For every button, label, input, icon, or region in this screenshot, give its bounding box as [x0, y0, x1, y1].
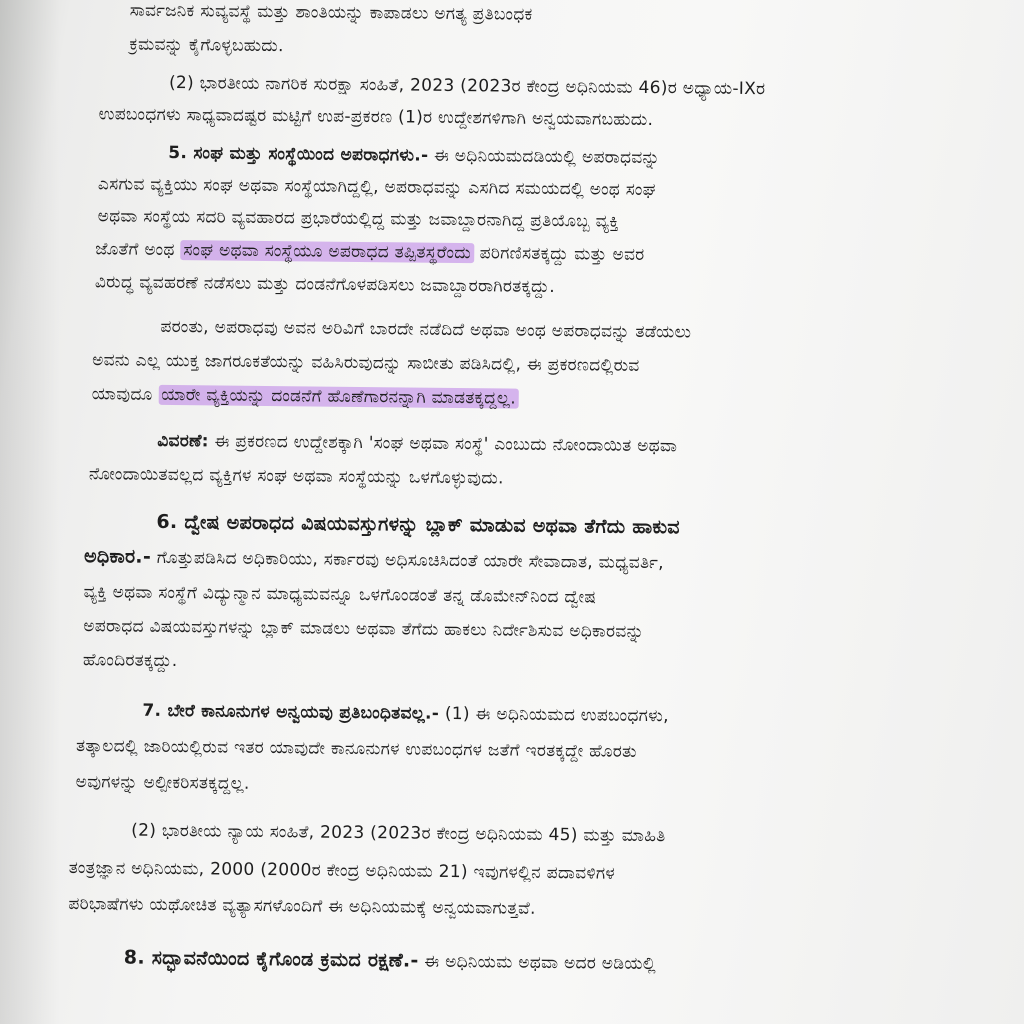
text-line: ಅಥವಾ ಸಂಸ್ಥೆಯ ಸದರಿ ವ್ಯವಹಾರದ ಪ್ರಭಾರೆಯಲ್ಲಿದ್ದ ಮತ್ತು ಜವಾಬ್ದಾರನಾಗಿದ್ದ ಪ್ರತಿಯೊಬ್ಬ ವ್ಯಕ್ತಿ	[97, 206, 620, 232]
text-line: ಪರಂತು, ಅಪರಾಧವು ಅವನ ಅರಿವಿಗೆ ಬಾರದೇ ನಡೆದಿದೆ ಅಥವಾ ಅಂಥ ಅಪರಾಧವನ್ನು ತಡೆಯಲು	[160, 316, 692, 343]
text-line: ಅಪರಾಧದ ವಿಷಯವಸ್ತುಗಳನ್ನು ಬ್ಲಾಕ್ ಮಾಡಲು ಅಥವಾ ತೆಗೆದು ಹಾಕಲು ನಿರ್ದೇಶಿಸುವ ಅಧಿಕಾರವನ್ನು	[83, 616, 645, 642]
text-line: ವ್ಯಕ್ತಿ ಅಥವಾ ಸಂಸ್ಥೆಗೆ ವಿದ್ಯುನ್ಮಾನ ಮಾಧ್ಯಮವನ್ನೂ ಒಳಗೊಂಡಂತೆ ತನ್ನ ಡೊಮೇನ್‌ನಿಂದ ದ್ವೇಷ	[83, 582, 597, 608]
section-8-heading-line: 8. ಸದ್ಭಾವನೆಯಿಂದ ಕೈಗೊಂಡ ಕ್ರಮದ ರಕ್ಷಣೆ.- ಈ ಅಧಿನಿಯಮ ಅಥವಾ ಅದರ ಅಡಿಯಲ್ಲಿ	[123, 946, 657, 975]
text-line: ಉಪಬಂಧಗಳು ಸಾಧ್ಯವಾದಷ್ಟರ ಮಟ್ಟಿಗೆ ಉಪ-ಪ್ರಕರಣ (1)ರ ಉದ್ದೇಶಗಳಿಗಾಗಿ ಅನ್ವಯವಾಗಬಹುದು.	[98, 104, 654, 131]
text-line: ಎಸಗುವ ವ್ಯಕ್ತಿಯು ಸಂಘ ಅಥವಾ ಸಂಸ್ಥೆಯಾಗಿದ್ದಲ್ಲಿ, ಅಪರಾಧವನ್ನು ಎಸಗಿದ ಸಮಯದಲ್ಲಿ ಅಂಥ ಸಂಘ	[97, 174, 656, 201]
text-line: ಪರಿಭಾಷೆಗಳು ಯಥೋಚಿತ ವ್ಯತ್ಯಾಸಗಳೊಂದಿಗೆ ಈ ಅಧಿನಿಯಮಕ್ಕೆ ಅನ್ವಯವಾಗುತ್ತವೆ.	[68, 893, 536, 919]
highlighted-text: ಯಾರೇ ವ್ಯಕ್ತಿಯನ್ನು ದಂಡನೆಗೆ ಹೊಣೆಗಾರನನ್ನಾಗಿ ಮಾಡತಕ್ಕದ್ದಲ್ಲ.	[158, 385, 519, 409]
section-6-heading: 6. ದ್ವೇಷ ಅಪರಾಧದ ವಿಷಯವಸ್ತುಗಳನ್ನು ಬ್ಲಾಕ್ ಮಾಡುವ ಅಥವಾ ತೆಗೆದು ಹಾಕುವ	[156, 510, 680, 539]
section-8-heading: 8. ಸದ್ಭಾವನೆಯಿಂದ ಕೈಗೊಂಡ ಕ್ರಮದ ರಕ್ಷಣೆ.-	[123, 946, 419, 972]
section-5-heading-line: 5. ಸಂಘ ಮತ್ತು ಸಂಸ್ಥೆಯಿಂದ ಅಪರಾಧಗಳು.- ಈ ಅಧಿನಿಯಮದಡಿಯಲ್ಲಿ ಅಪರಾಧವನ್ನು	[168, 142, 661, 169]
section-7-heading-line: 7. ಬೇರೆ ಕಾನೂನುಗಳ ಅನ್ವಯವು ಪ್ರತಿಬಂಧಿತವಲ್ಲ.- (1) ಈ ಅಧಿನಿಯಮದ ಉಪಬಂಧಗಳು,	[142, 700, 669, 727]
section-6-heading-line: ಅಧಿಕಾರ.- ಗೊತ್ತುಪಡಿಸಿದ ಅಧಿಕಾರಿಯು, ಸರ್ಕಾರವು ಅಧಿಸೂಚಿಸಿದಂತೆ ಯಾರೇ ಸೇವಾದಾತ, ಮಧ್ಯವರ್ತಿ,	[83, 545, 664, 574]
text-line: ಅವುಗಳನ್ನು ಅಲ್ಪೀಕರಿಸತಕ್ಕದ್ದಲ್ಲ.	[75, 772, 250, 794]
text-line: ಹೊಂದಿರತಕ್ಕದ್ದು.	[82, 650, 178, 672]
page-fold-shadow	[0, 0, 60, 1024]
section-7-heading: 7. ಬೇರೆ ಕಾನೂನುಗಳ ಅನ್ವಯವು ಪ್ರತಿಬಂಧಿತವಲ್ಲ.-	[142, 700, 440, 724]
text-line: ತತ್ಕಾಲದಲ್ಲಿ ಜಾರಿಯಲ್ಲಿರುವ ಇತರ ಯಾವುದೇ ಕಾನೂನುಗಳ ಉಪಬಂಧಗಳ ಜತೆಗೆ ಇರತಕ್ಕದ್ದೇ ಹೊರತು	[75, 736, 637, 762]
text-line: ಜೊತೆಗೆ ಅಂಥ ಸಂಘ ಅಥವಾ ಸಂಸ್ಥೆಯೂ ಅಪರಾಧದ ತಪ್ಪಿತಸ್ಥರೆಂದು ಪರಿಗಣಿಸತಕ್ಕದ್ದು ಮತ್ತು ಅವರ	[95, 239, 645, 265]
highlighted-text: ಸಂಘ ಅಥವಾ ಸಂಸ್ಥೆಯೂ ಅಪರಾಧದ ತಪ್ಪಿತಸ್ಥರೆಂದು	[180, 240, 474, 263]
explanation-label: ವಿವರಣೆ:	[157, 430, 209, 452]
section-5-heading: 5. ಸಂಘ ಮತ್ತು ಸಂಸ್ಥೆಯಿಂದ ಅಪರಾಧಗಳು.-	[168, 142, 429, 166]
explanation-line: ವಿವರಣೆ: ಈ ಪ್ರಕರಣದ ಉದ್ದೇಶಕ್ಕಾಗಿ 'ಸಂಘ ಅಥವಾ ಸಂಸ್ಥೆ' ಎಂಬುದು ನೋಂದಾಯಿತ ಅಥವಾ	[157, 430, 678, 457]
text-line: ಅವನು ಎಲ್ಲ ಯುಕ್ತ ಜಾಗರೂಕತೆಯನ್ನು ವಹಿಸಿರುವುದನ್ನು ಸಾಬೀತು ಪಡಿಸಿದಲ್ಲಿ, ಈ ಪ್ರಕರಣದಲ್ಲಿರುವ	[92, 350, 640, 376]
text-line: ಸಾರ್ವಜನಿಕ ಸುವ್ಯವಸ್ಥೆ ಮತ್ತು ಶಾಂತಿಯನ್ನು ಕಾಪಾಡಲು ಅಗತ್ಯ ಪ್ರತಿಬಂಧಕ	[129, 0, 533, 25]
text-line: (2) ಭಾರತೀಯ ನ್ಯಾಯ ಸಂಹಿತೆ, 2023 (2023ರ ಕೇಂದ್ರ ಅಧಿನಿಯಮ 45) ಮತ್ತು ಮಾಹಿತಿ	[131, 820, 666, 847]
text-line: ಕ್ರಮವನ್ನು ಕೈಗೊಳ್ಳಬಹುದು.	[129, 34, 284, 57]
text-line: (2) ಭಾರತೀಯ ನಾಗರಿಕ ಸುರಕ್ಷಾ ಸಂಹಿತೆ, 2023 (2023ರ ಕೇಂದ್ರ ಅಧಿನಿಯಮ 46)ರ ಅಧ್ಯಾಯ-IXರ	[168, 72, 766, 100]
text-line: ವಿರುದ್ಧ ವ್ಯವಹರಣೆ ನಡೆಸಲು ಮತ್ತು ದಂಡನೆಗೊಳಪಡಿಸಲು ಜವಾಬ್ದಾರರಾಗಿರತಕ್ಕದ್ದು.	[94, 272, 556, 298]
text-line: ಯಾವುದೂ ಯಾರೇ ವ್ಯಕ್ತಿಯನ್ನು ದಂಡನೆಗೆ ಹೊಣೆಗಾರನನ್ನಾಗಿ ಮಾಡತಕ್ಕದ್ದಲ್ಲ.	[92, 384, 519, 408]
text-line: ತಂತ್ರಜ್ಞಾನ ಅಧಿನಿಯಮ, 2000 (2000ರ ಕೇಂದ್ರ ಅಧಿನಿಯಮ 21) ಇವುಗಳಲ್ಲಿನ ಪದಾವಳಿಗಳ	[68, 857, 616, 884]
text-line: ನೋಂದಾಯಿತವಲ್ಲದ ವ್ಯಕ್ತಿಗಳ ಸಂಘ ಅಥವಾ ಸಂಸ್ಥೆಯನ್ನು ಒಳಗೊಳ್ಳುವುದು.	[88, 464, 504, 489]
